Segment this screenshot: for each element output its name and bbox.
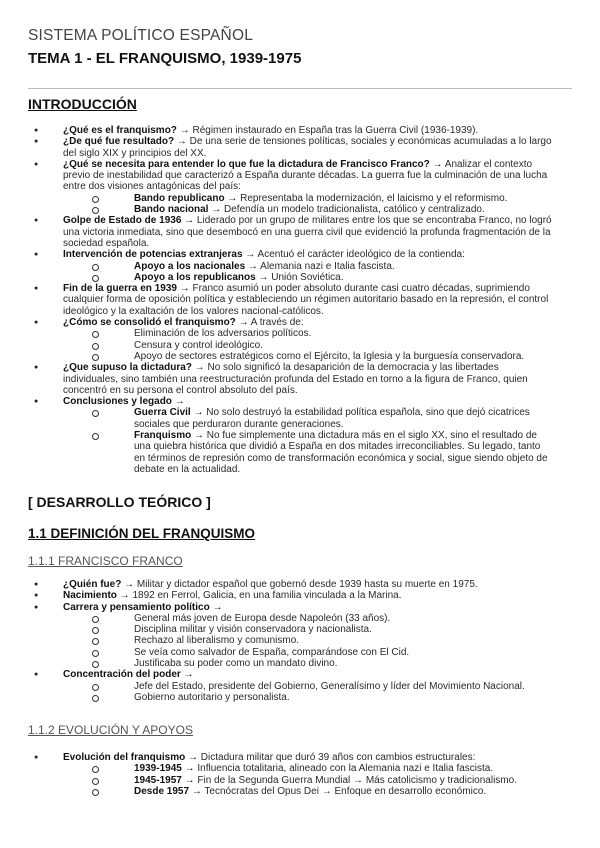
sub-item-text: Fin de la Segunda Guerra Mundial → Más catolicismo y tradicionalismo.: [194, 774, 517, 786]
list-item-text: Régimen instaurado en España tras la Guerra Civil (1936-1939).: [189, 125, 479, 136]
sub-item-label: 1939-1945 →: [134, 763, 195, 775]
list-item-label: ¿De qué fue resultado? →: [63, 136, 187, 148]
list-item: [28, 602, 554, 670]
sub-item-text: Tecnócratas del Opus Dei → Enfoque en desarrollo económico.: [201, 785, 487, 797]
list-item-text: Acentuó el carácter ideológico de la contienda:: [255, 249, 465, 261]
list-item: [28, 669, 554, 703]
sub-list: [63, 763, 554, 797]
list-item-label: ¿Cómo se consolidó el franquismo? →: [63, 317, 249, 329]
section-heading: 1.1 DEFINICIÓN DEL FRANQUISMO: [28, 526, 256, 541]
list-item-label: ¿Qué es el franquismo? →: [63, 125, 190, 136]
sub-list-item: [92, 407, 554, 430]
header-divider: [28, 88, 572, 89]
sub-list-item: [92, 692, 554, 703]
sub-item-text: Apoyo de sectores estratégicos como el Ejército, la Iglesia y la burguesía conservadora.: [134, 350, 525, 362]
sub-list-item: [92, 786, 554, 797]
list-item-text: No solo significó la desaparición de la democracia y las libertades individuales, sino también una reestructuración profunda del Estado en torno a la figura de Franco, quien concentró en su persona el control absoluto del país.: [63, 362, 528, 396]
sub-list-item: [92, 340, 554, 351]
list-item-text: De una serie de tensiones políticas, sociales y económicas acumuladas a lo largo del siglo XIX y principios del XX.: [63, 136, 552, 159]
list-item-label: Intervención de potencias extranjeras →: [63, 249, 256, 261]
sub-list: [63, 193, 554, 216]
list-item-label: ¿Que supuso la dictadura? →: [63, 362, 205, 374]
list-item: [28, 317, 554, 362]
sub-list: [63, 261, 554, 284]
sub-list-item: [92, 328, 554, 339]
list-item-text: 1892 en Ferrol, Galicia, en una familia vinculada a la Marina.: [129, 590, 402, 602]
list-item: [28, 136, 554, 159]
sub-item-text: Defendía un modelo tradicionalista, católico y centralizado.: [221, 204, 485, 216]
theory-heading: [ DESARROLLO TEÓRICO ]: [28, 494, 211, 510]
list-item-label: Concentración del poder →: [63, 669, 194, 681]
sub-list-item: [92, 351, 554, 362]
sub-item-label: Bando nacional →: [134, 204, 222, 216]
list-item-label: Golpe de Estado de 1936 →: [63, 215, 195, 227]
sub-item-text: General más joven de Europa desde Napoleón (33 años).: [134, 612, 391, 624]
sub-list: [63, 613, 554, 669]
subject-title: SISTEMA POLÍTICO ESPAÑOL: [28, 27, 254, 44]
sub-list-item: [92, 658, 554, 669]
sub-list-item: [92, 763, 554, 774]
evolucion-list: [28, 752, 554, 797]
sub-list: [63, 681, 554, 704]
sub-list-item: [92, 430, 554, 475]
subsection-heading-franco: 1.1.1 FRANCISCO FRANCO: [28, 554, 183, 568]
sub-item-label: Guerra Civil →: [134, 407, 204, 419]
list-item-text: Analizar el contexto previo de inestabilidad que caracterizó a España durante décadas. La guerra fue la culminación de una lucha entre dos visiones antagónicas del país:: [63, 158, 548, 193]
sub-item-text: Censura y control ideológico.: [134, 339, 263, 351]
list-item-label: Evolución del franquismo →: [63, 752, 199, 763]
sub-item-label: Bando republicano →: [134, 192, 238, 204]
franco-list: [28, 579, 554, 703]
sub-item-label: Apoyo a los republicanos →: [134, 271, 269, 283]
sub-list-item: [92, 193, 554, 204]
sub-list-item: [92, 204, 554, 215]
list-item: [28, 752, 554, 797]
sub-item-label: Franquismo →: [134, 430, 205, 442]
sub-item-text: Unión Soviética.: [268, 271, 344, 283]
intro-heading: INTRODUCCIÓN: [28, 96, 137, 112]
list-item: [28, 362, 554, 396]
sub-list-item: [92, 613, 554, 624]
sub-list-item: [92, 272, 554, 283]
list-item-text: Militar y dictador español que gobernó desde 1939 hasta su muerte en 1975.: [134, 579, 478, 590]
sub-list-item: [92, 624, 554, 635]
sub-item-text: No fue simplemente una dictadura más en el siglo XX, sino el resultado de una quiebra histórica que dividió a España en dos mitades irreconciliables. Su legado, tanto en términos de represión como de transformación económica y social, sigue siendo objeto de debate en la actualidad.: [134, 430, 548, 475]
sub-list: [63, 407, 554, 475]
list-item-text: Dictadura militar que duró 39 años con cambios estructurales:: [198, 752, 476, 763]
sub-item-label: Desde 1957 →: [134, 785, 202, 797]
sub-list-item: [92, 775, 554, 786]
sub-list-item: [92, 635, 554, 646]
list-item: [28, 590, 554, 601]
list-item-text: Liderado por un grupo de militares entre los que se encontraba Franco, no logró una victoria inmediata, sino que desembocó en una guerra civil que evidenció la profunda fragmentación de la sociedad española.: [63, 215, 552, 249]
sub-item-text: Se veía como salvador de España, comparándose con El Cid.: [134, 646, 410, 658]
intro-list: [28, 125, 554, 475]
list-item-text: A través de:: [248, 317, 304, 329]
sub-list-item: [92, 261, 554, 272]
subsection-heading-evolucion: 1.1.2 EVOLUCIÓN Y APOYOS: [28, 723, 193, 737]
list-item: [28, 159, 554, 215]
page-title: TEMA 1 - EL FRANQUISMO, 1939-1975: [28, 50, 302, 67]
list-item-text: Franco asumió un poder absoluto durante casi cuatro décadas, suprimiendo cualquier forma de oposición política y estableciendo un régimen autoritario basado en la represión, el control ideológico y la exaltación de los valores nacional-católicos.: [63, 283, 549, 317]
list-item-label: Carrera y pensamiento político →: [63, 601, 223, 613]
list-item: [28, 283, 554, 317]
list-item: [28, 249, 554, 283]
list-item: [28, 396, 554, 475]
sub-item-label: 1945-1957 →: [134, 774, 195, 786]
sub-item-text: Jefe del Estado, presidente del Gobierno, Generalísimo y líder del Movimiento Nacional.: [134, 680, 525, 692]
sub-item-text: Alemania nazi e Italia fascista.: [257, 260, 395, 272]
list-item-label: ¿Quién fue? →: [63, 579, 135, 590]
list-item-label: ¿Qué se necesita para entender lo que fue la dictadura de Francisco Franco? →: [63, 158, 443, 170]
sub-item-text: Rechazo al liberalismo y comunismo.: [134, 635, 300, 647]
sub-list-item: [92, 681, 554, 692]
sub-item-text: Gobierno autoritario y personalista.: [134, 691, 290, 703]
sub-list-item: [92, 647, 554, 658]
sub-item-text: Representaba la modernización, el laicismo y el reformismo.: [237, 192, 508, 204]
sub-item-text: Disciplina militar y visión conservadora y nacionalista.: [134, 624, 372, 636]
list-item-label: Nacimiento →: [63, 590, 130, 602]
list-item: [28, 579, 554, 590]
sub-item-text: Influencia totalitaria, alineado con la Alemania nazi e Italia fascista.: [194, 763, 494, 775]
list-item: [28, 125, 554, 136]
sub-item-text: No solo destruyó la estabilidad política española, sino que dejó cicatrices sociales que perduraron durante generaciones.: [134, 407, 530, 430]
sub-list: [63, 328, 554, 362]
list-item-label: Fin de la guerra en 1939 →: [63, 283, 190, 295]
list-item: [28, 215, 554, 249]
sub-item-text: Eliminación de los adversarios políticos.: [134, 328, 312, 340]
list-item-label: Conclusiones y legado →: [63, 396, 185, 408]
sub-item-text: Justificaba su poder como un mandato divino.: [134, 658, 338, 670]
sub-item-label: Apoyo a los nacionales →: [134, 260, 258, 272]
